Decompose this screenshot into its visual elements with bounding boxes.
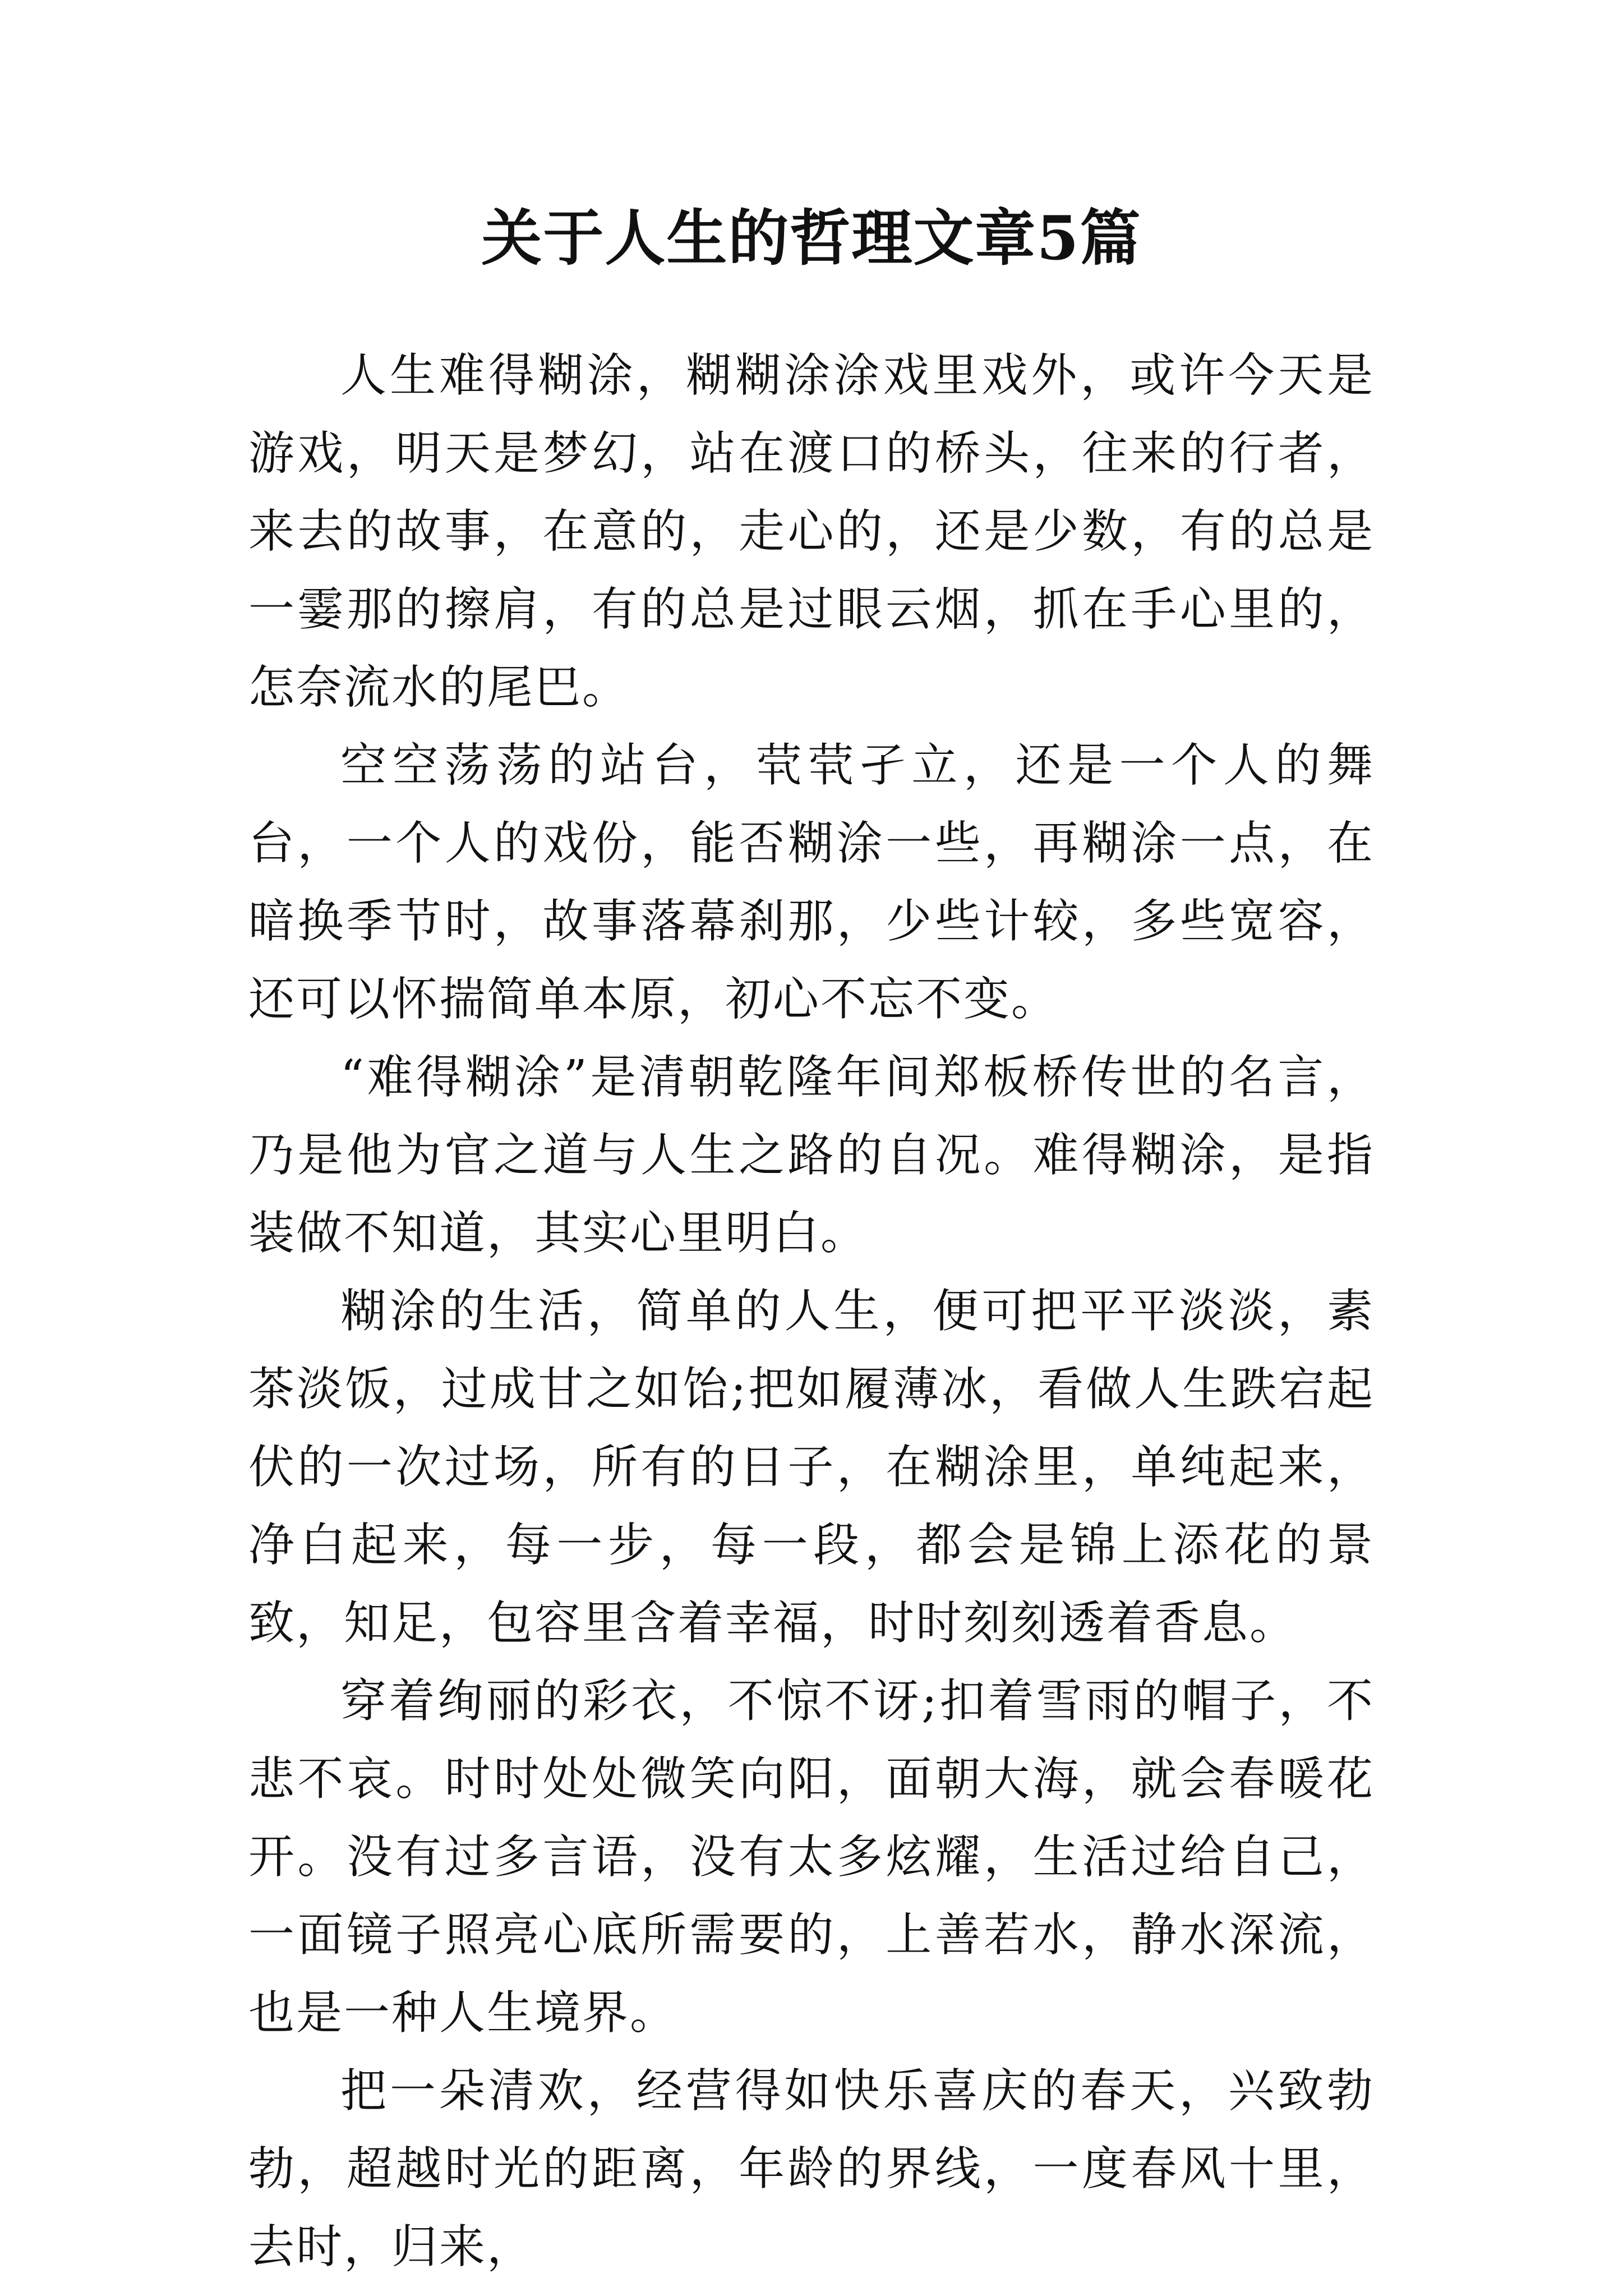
paragraph-5: 穿着绚丽的彩衣，不惊不讶;扣着雪雨的帽子，不悲不哀。时时处处微笑向阳，面朝大海，就会春暖花开。没有过多言语，没有太多炫耀，生活过给自己，一面镜子照亮心底所需要的，上善若水，静水深流，也是一种人生境界。 [248, 1674, 1375, 2040]
paragraph-3: “难得糊涂”是清朝乾隆年间郑板桥传世的名言，乃是他为官之道与人生之路的自况。难得糊涂，是指装做不知道，其实心里明白。 [248, 1051, 1375, 1260]
paragraph-4: 糊涂的生活，简单的人生，便可把平平淡淡，素茶淡饭，过成甘之如饴;把如履薄冰，看做人生跌宕起伏的一次过场，所有的日子，在糊涂里，单纯起来，净白起来，每一步，每一段，都会是锦上添花的景致，知足，包容里含着幸福，时时刻刻透着香息。 [248, 1285, 1375, 1650]
paragraph-1: 人生难得糊涂，糊糊涂涂戏里戏外，或许今天是游戏，明天是梦幻，站在渡口的桥头，往来的行者，来去的故事，在意的，走心的，还是少数，有的总是一霎那的擦肩，有的总是过眼云烟，抓在手心里的，怎奈流水的尾巴。 [248, 349, 1375, 714]
paragraph-2: 空空荡荡的站台，茕茕孑立，还是一个人的舞台，一个人的戏份，能否糊涂一些，再糊涂一点，在暗换季节时，故事落幕刹那，少些计较，多些宽容，还可以怀揣简单本原，初心不忘不变。 [248, 739, 1375, 1026]
paragraph-6: 把一朵清欢，经营得如快乐喜庆的春天，兴致勃勃，超越时光的距离，年龄的界线，一度春风十里，去时，归来， [248, 2064, 1375, 2274]
document-body [248, 337, 1375, 2286]
document-title: 关于人生的哲理文章5篇 [481, 203, 1142, 274]
